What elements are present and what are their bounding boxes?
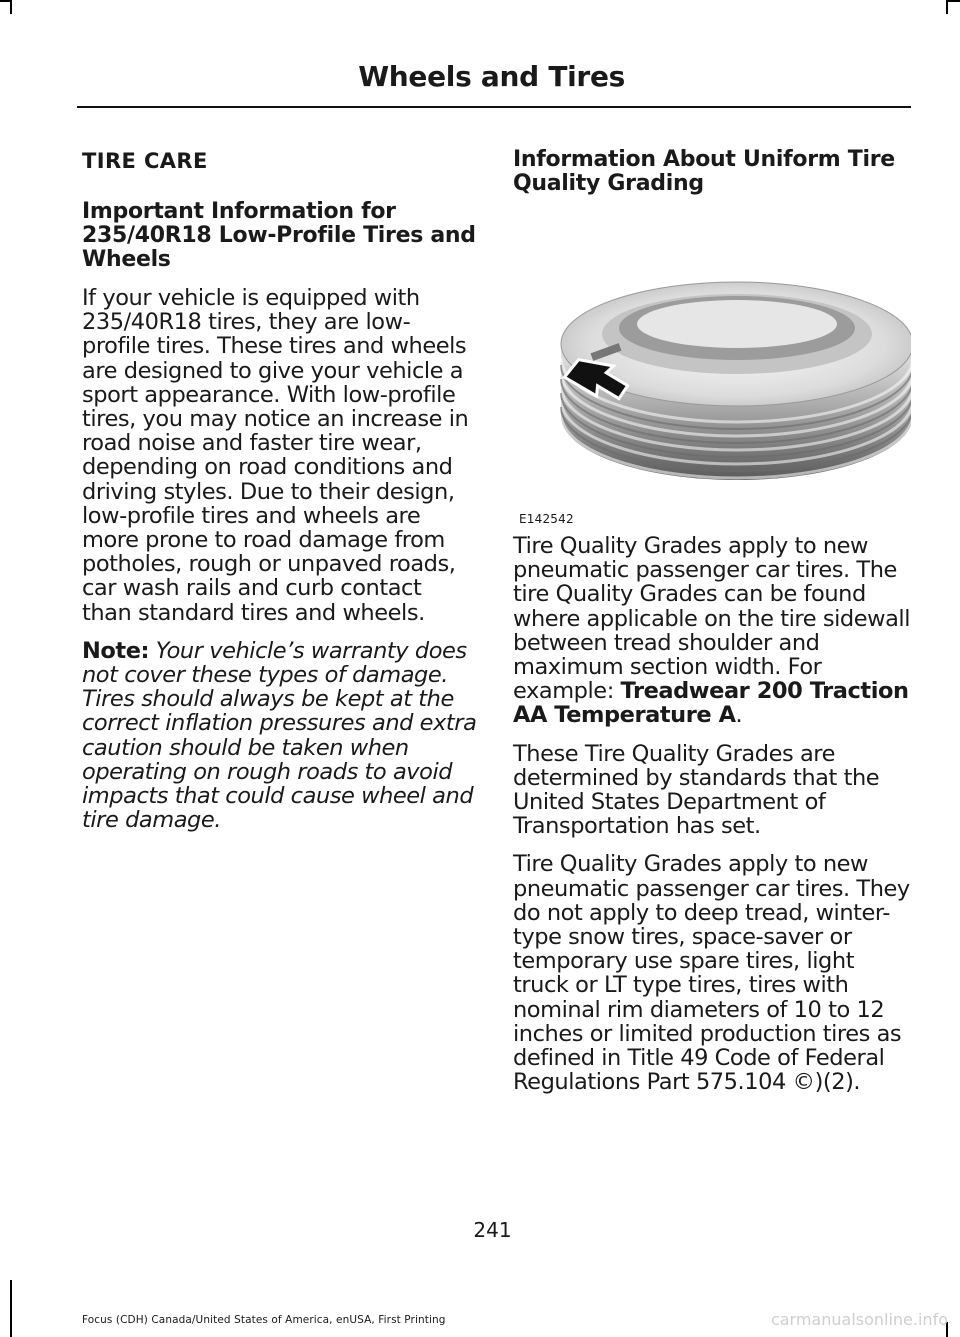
crop-mark-top-left-v <box>10 0 12 14</box>
crop-mark-top-right <box>946 0 948 14</box>
right-column <box>513 148 911 1108</box>
low-profile-paragraph: If your vehicle is equipped with 235/40R18 tires, they are low-profile tires. These tires and wheels are designed to give your vehicle a sport appearance. With low-profile tires, you may notice an increase in road noise and faster tire wear, depending on road conditions and driving styles. Due to their design, low-profile tires and wheels are more prone to road damage from potholes, rough or unpaved roads, car wash rails and curb contact than standard tires and wheels. <box>82 285 469 626</box>
utqg-paragraph-1-text: Tire Quality Grades apply to new pneumatic passenger car tires. The tire Quality Grades can be found where applicable on the tire sidewall between tread shoulder and maximum section width. For example: <box>513 533 911 705</box>
left-column <box>82 148 477 846</box>
tire-icon <box>513 196 911 496</box>
page-number: 241 <box>473 1218 512 1242</box>
watermark: carmanualsonline.info <box>770 1310 948 1329</box>
crop-mark-bottom-left <box>10 1280 12 1337</box>
utqg-paragraph-1 <box>513 534 911 728</box>
footer-edition: Focus (CDH) Canada/United States of America, enUSA, First Printing <box>82 1314 446 1326</box>
utqg-paragraph-2: These Tire Quality Grades are determined by standards that the United States Department of Transportation has set. <box>513 740 880 840</box>
page-header-title: Wheels and Tires <box>358 60 625 93</box>
note-label: Note: <box>82 637 150 664</box>
utqg-example: Treadwear 200 Traction AA Temperature A <box>513 678 909 729</box>
figure-id: E142542 <box>519 512 574 526</box>
utqg-paragraph-1-end: . <box>735 702 743 729</box>
tire-illustration <box>513 196 911 526</box>
crop-mark-top-right-h <box>948 0 960 2</box>
note-text: Your vehicle’s warranty does not cover these types of damage. Tires should always be kept at the correct inflation pressures and extra caution should be taken when operating on rough roads to avoid impacts that could cause wheel and tire damage. <box>82 637 477 834</box>
utqg-paragraph-3: Tire Quality Grades apply to new pneumatic passenger car tires. They do not apply to deep tread, winter-type snow tires, space-saver or temporary use spare tires, light truck or LT type tires, tires with nominal rim diameters of 10 to 12 inches or limited production tires as defined in Title 49 Code of Federal Regulations Part 575.104 ©)(2). <box>513 851 910 1096</box>
subsection-title: Important Information for 235/40R18 Low-Profile Tires and Wheels <box>82 199 476 272</box>
header-divider <box>77 106 911 108</box>
crop-mark-top-left <box>0 0 10 2</box>
utqg-heading: Information About Uniform Tire Quality Grading <box>513 147 895 196</box>
note-paragraph <box>82 639 477 833</box>
section-title: TIRE CARE <box>82 149 208 173</box>
